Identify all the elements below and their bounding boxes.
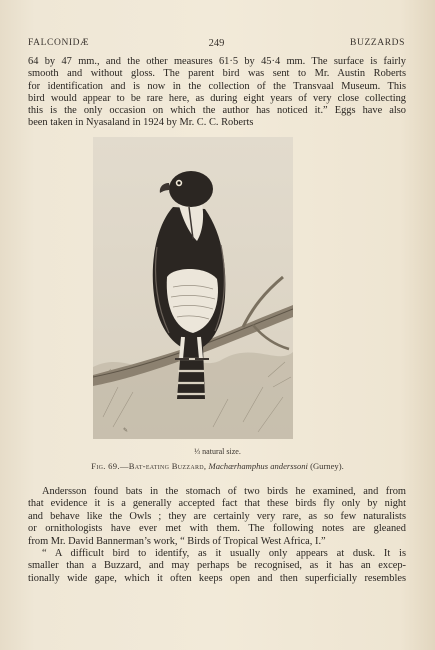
text-line: smooth and without gloss. The parent bird was sent to Mr. Austin Roberts <box>28 68 406 80</box>
figure-caption <box>0 461 435 471</box>
text-line: from Mr. David Bannerman’s work, “ Birds of Tropical West Africa, I.” <box>28 535 326 547</box>
running-head-right: BUZZARDS <box>350 38 405 48</box>
running-head <box>28 38 405 52</box>
text-line: “ A difficult bird to identify, as it usually only appears at dusk. It is <box>42 548 406 560</box>
top-paragraph <box>28 56 406 130</box>
artist-signature: ✎ <box>123 428 129 434</box>
text-line: or ornithologists have ever met with them. The following notes are gleaned <box>28 523 406 535</box>
scale-note: ⅓ natural size. <box>194 447 241 456</box>
text-line: this is the only occasion on which the author has noticed it.” Eggs have also <box>28 105 406 117</box>
text-line: been taken in Nyasaland in 1924 by Mr. C. C. Roberts <box>28 117 254 129</box>
running-head-left: FALCONIDÆ <box>28 38 90 48</box>
text-line: smaller than a Buzzard, and may perhaps be recognised, as it has an excep- <box>28 560 406 572</box>
text-line: bird would appear to be rare here, as during eight years of very close collecting <box>28 92 406 104</box>
text-line: and behave like the Owls ; they are certainly very rare, as so few naturalists <box>28 510 406 522</box>
text-line: that evidence it is a generally accepted fact that these birds fly only by night <box>28 498 406 510</box>
figure-common-name: Bat-eating Buzzard, <box>128 461 207 471</box>
page-number: 249 <box>208 38 225 49</box>
text-line: tionally wide gape, which it often keeps open and then superficially resembles <box>28 572 406 584</box>
text-line: Andersson found bats in the stomach of two birds he examined, and from <box>42 486 406 497</box>
bat-eating-buzzard-drawing <box>93 137 293 439</box>
body-paragraphs <box>28 486 406 585</box>
text-line: for identification and is now in the collection of the Transvaal Museum. This <box>28 80 406 92</box>
figure-author: (Gurney). <box>310 461 344 471</box>
bird-illustration <box>93 137 293 439</box>
text-line: 64 by 47 mm., and the other measures 61·5 by 45·4 mm. The surface is fairly <box>28 56 406 67</box>
figure-number: Fig. 69.— <box>91 461 129 471</box>
figure-scientific-name: Machærhamphus anderssoni <box>208 461 308 471</box>
